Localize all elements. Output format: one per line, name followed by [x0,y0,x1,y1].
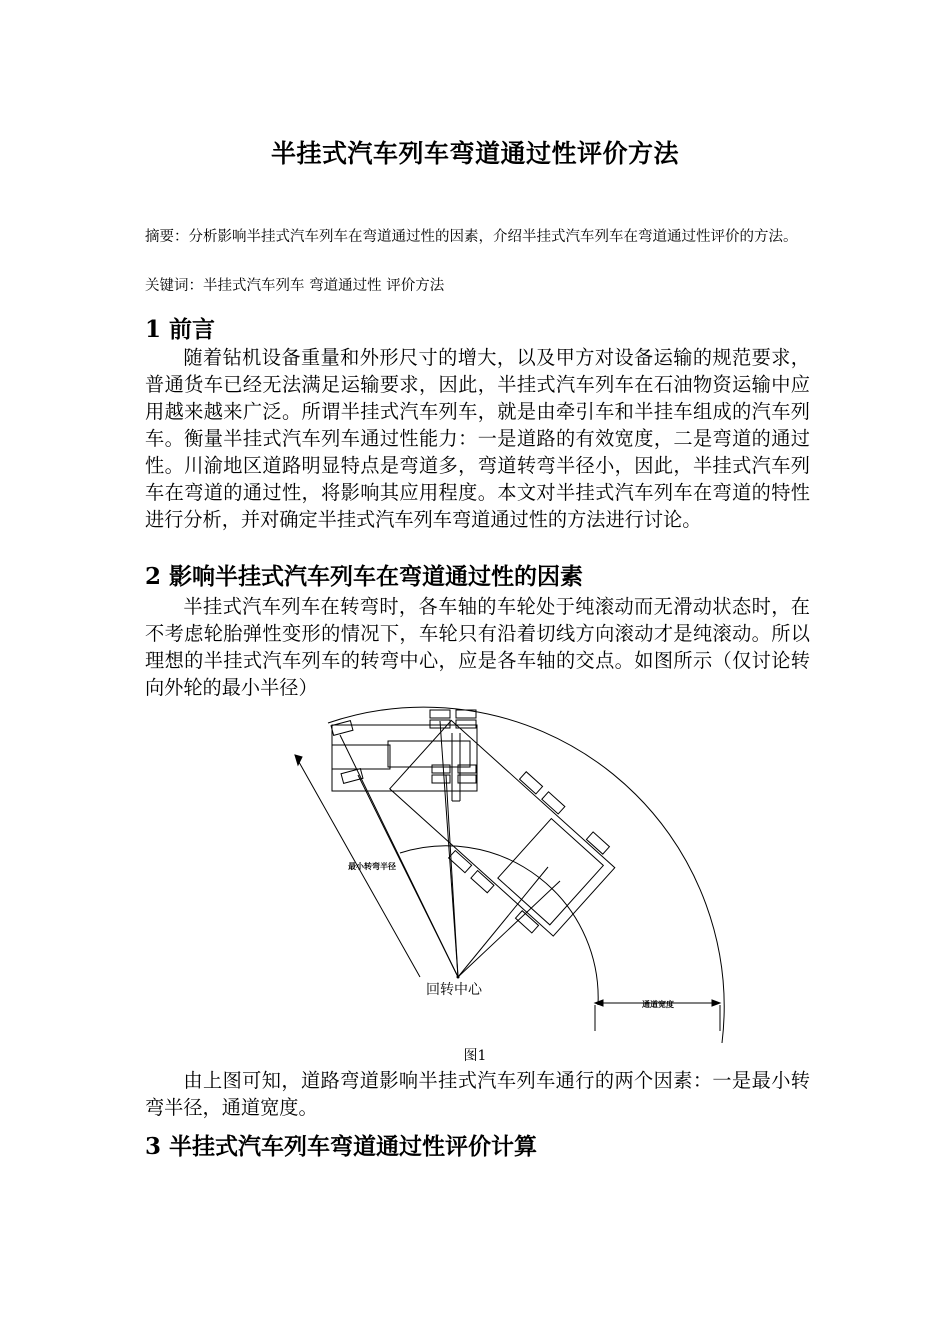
min-radius-label: 最小转弯半径 [348,862,396,871]
after-figure-text: 由上图可知，道路弯道影响半挂式汽车列车通行的两个因素：一是最小转弯半径，通道宽度。 [145,1069,810,1119]
inclined-trailer [390,720,615,936]
section-heading-3: 3 半挂式汽车列车弯道通过性评价计算 [145,1133,538,1160]
turning-center-point [457,976,460,979]
figure-caption: 图1 [463,1048,487,1064]
paper-title: 半挂式汽车列车弯道通过性评价方法 [270,139,679,168]
turning-diagram [270,705,740,1045]
section-body-1: 随着钻机设备重量和外形尺寸的增大，以及甲方对设备运输的规范要求，普通货车已经无法满足运输要求，因此，半挂式汽车列车在石油物资运输中应用越来越来广泛。所谓半挂式汽车列车，就是由牵引车和半挂车组成的汽车列车。衡量半挂式汽车列车通过性能力：一是道路的有效宽度，二是弯道的通过性。川渝地区道路明显特点是弯道多，弯道转弯半径小，因此，半挂式汽车列车在弯道的通过性，将影响其应用程度。本文对半挂式汽车列车在弯道的特性进行分析，并对确定半挂式汽车列车弯道通过性的方法进行讨论。 [145,346,810,531]
section-heading-1: 1 前言 [145,316,216,343]
road-width-label: 通道宽度 [642,1000,674,1009]
abstract-text: 摘要：分析影响半挂式汽车列车在弯道通过性的因素，介绍半挂式汽车列车在弯道通过性评价的方法。 [145,229,798,245]
outer-road-arc [328,707,724,1043]
turning-center-label: 回转中心 [426,982,482,998]
keywords-text: 关键词：半挂式汽车列车 弯道通过性 评价方法 [145,278,445,294]
radius-line-d [446,775,458,977]
section-body-2: 半挂式汽车列车在转弯时，各车轴的车轮处于纯滚动而无滑动状态时，在不考虑轮胎弹性变形的情况下，车轮只有沿着切线方向滚动才是纯滚动。所以理想的半挂式汽车列车的转弯中心，应是各车轴的交点。如图所示（仅讨论转向外轮的最小半径） [145,595,810,699]
section-heading-2: 2 影响半挂式汽车列车在弯道通过性的因素 [145,563,584,590]
